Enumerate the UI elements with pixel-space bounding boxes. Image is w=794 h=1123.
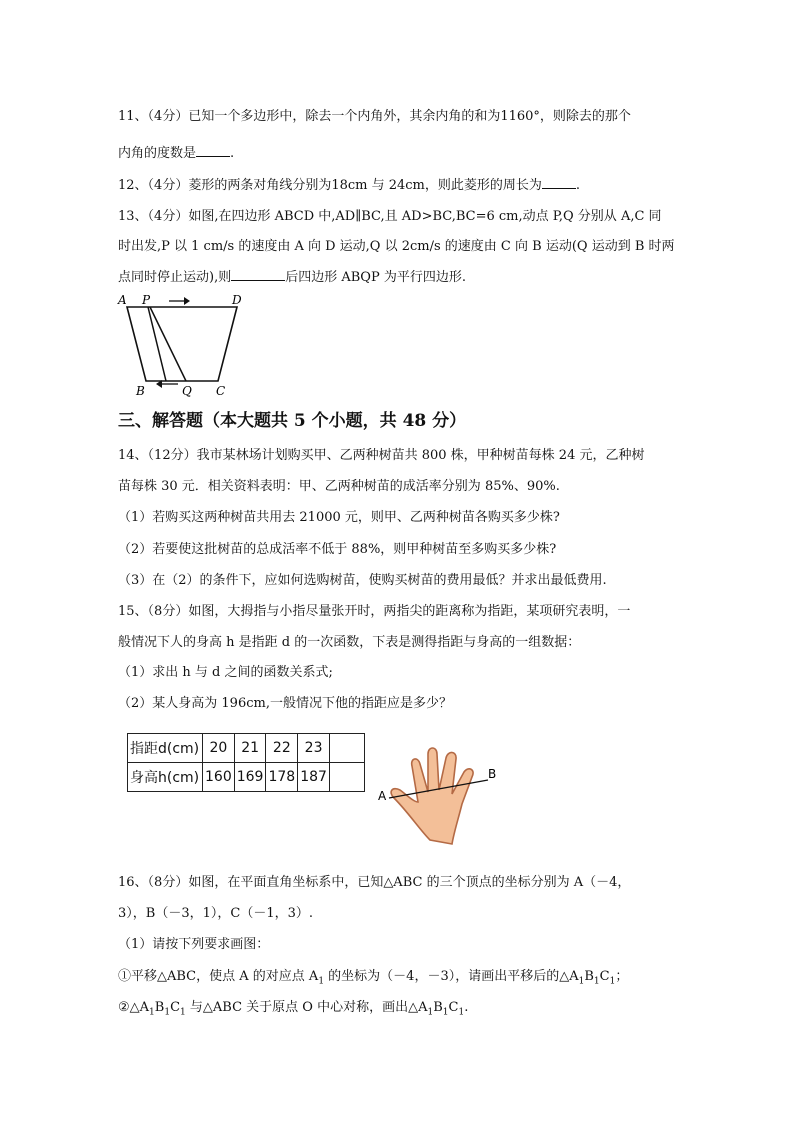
q12-end: . <box>575 178 581 193</box>
subscript: 1 <box>578 976 585 987</box>
table-cell-empty <box>329 734 364 763</box>
label-c: C <box>216 384 226 398</box>
q16-item2-b2: B <box>433 1000 443 1015</box>
table-cell: 160 <box>203 763 235 792</box>
q14-sub2: （2）若要使这批树苗的总成活率不低于 88%，则甲种树苗至多购买多少株? <box>118 542 557 557</box>
q16-item2-b: B <box>154 1000 165 1015</box>
q14-line2: 苗每株 30 元．相关资料表明：甲、乙两种树苗的成活率分别为 85%、90%. <box>118 479 560 494</box>
subscript: 1 <box>427 1007 434 1018</box>
q15-sub1: （1）求出 h 与 d 之间的函数关系式; <box>118 665 333 680</box>
q13-line3 <box>118 268 466 288</box>
q16-item1-c: C <box>599 969 610 984</box>
q14-line1: 14、（12分）我市某林场计划购买甲、乙两种树苗共 800 株，甲种树苗每株 24 元，乙种树 <box>118 448 645 463</box>
table-cell: 187 <box>298 763 330 792</box>
table-cell: 178 <box>266 763 298 792</box>
q13-line2: 时出发,P 以 1 cm/s 的速度由 A 向 D 运动,Q 以 2cm/s 的速度由 C 向 B 运动(Q 运动到 B 时两 <box>118 239 675 254</box>
finger-span-table <box>127 733 365 792</box>
q16-item2-c2: C <box>448 1000 459 1015</box>
hand-label-b: B <box>488 767 497 781</box>
q16-item2-mid: 与△ABC 关于原点 O 中心对称，画出△A <box>185 1000 428 1015</box>
q13-line3-text: 点同时停止运动),则 <box>118 270 232 285</box>
q16-item1-b: B <box>584 969 594 984</box>
hand-figure <box>372 740 512 852</box>
q12-line <box>118 176 580 196</box>
table-row <box>128 763 365 792</box>
q16-item2-c: C <box>170 1000 181 1015</box>
subscript: 1 <box>442 1007 449 1018</box>
q16-line2: 3），B（－3，1），C（－1，3）. <box>118 906 313 921</box>
q16-line1: 16、（8分）如图，在平面直角坐标系中，已知△ABC 的三个顶点的坐标分别为 A（－4， <box>118 875 631 890</box>
q15-line2: 般情况下人的身高 h 是指距 d 的一次函数，下表是测得指距与身高的一组数据： <box>118 635 581 650</box>
segment-pq <box>150 307 186 381</box>
table-cell-empty <box>329 763 364 792</box>
q16-item1-mid: 的坐标为（－4，－3），请画出平移后的△A <box>324 969 579 984</box>
subscript: 1 <box>458 1007 465 1018</box>
q15-sub2: （2）某人身高为 196cm,一般情况下他的指距应是多少？ <box>118 696 452 711</box>
subscript: 1 <box>180 1007 186 1018</box>
table-cell: 21 <box>234 734 266 763</box>
label-b: B <box>136 384 145 398</box>
q16-item1-end: ； <box>615 969 629 984</box>
label-p: P <box>142 293 151 307</box>
subscript: 1 <box>609 976 616 987</box>
q12-answer-blank[interactable] <box>542 176 576 189</box>
q12-text: 12、（4分）菱形的两条对角线分别为18cm 与 24cm，则此菱形的周长为 <box>118 178 542 193</box>
q14-sub1: （1）若购买这两种树苗共用去 21000 元，则甲、乙两种树苗各购买多少株? <box>118 510 560 525</box>
q11-line2-text: 内角的度数是 <box>118 146 197 161</box>
segment-pb <box>148 307 166 381</box>
q16-item1 <box>118 967 628 992</box>
table-header-height: 身高h(cm) <box>128 763 203 792</box>
label-q: Q <box>182 384 192 398</box>
subscript: 1 <box>593 976 600 987</box>
subscript: 1 <box>164 1007 171 1018</box>
q13-line3-end: 后四边形 ABQP 为平行四边形. <box>285 270 466 285</box>
table-header-span: 指距d(cm) <box>128 734 203 763</box>
section-title: 三、解答题（本大题共 5 个小题，共 48 分） <box>118 411 467 431</box>
subscript: 1 <box>318 976 325 987</box>
arrow-p-head <box>184 297 190 305</box>
label-d: D <box>232 293 242 307</box>
table-cell: 22 <box>266 734 298 763</box>
hand-label-a: A <box>378 789 387 803</box>
q11-answer-blank[interactable] <box>196 144 230 157</box>
q14-sub3: （3）在（2）的条件下，应如何选购树苗，使购买树苗的费用最低？并求出最低费用. <box>118 573 607 588</box>
table-cell: 20 <box>203 734 235 763</box>
q16-item1-text: ①平移△ABC，使点 A 的对应点 A <box>118 969 319 984</box>
q11-line2 <box>118 144 234 164</box>
table-row <box>128 734 365 763</box>
q16-item2-end: . <box>464 1000 469 1015</box>
label-a: A <box>118 293 127 307</box>
q16-item2 <box>118 998 468 1023</box>
q13-answer-blank[interactable] <box>231 268 285 281</box>
table-cell: 169 <box>234 763 266 792</box>
trapezoid-figure <box>114 290 250 402</box>
q11-line2-end: . <box>230 146 235 161</box>
trapezoid-abcd <box>127 307 237 381</box>
q13-line1: 13、（4分）如图,在四边形 ABCD 中,AD∥BC,且 AD>BC,BC=6 cm,动点 P,Q 分别从 A,C 同 <box>118 209 662 224</box>
table-cell: 23 <box>298 734 330 763</box>
subscript: 1 <box>149 1007 155 1018</box>
q16-sub1: （1）请按下列要求画图： <box>118 937 270 952</box>
q15-line1: 15、（8分）如图，大拇指与小指尽量张开时，两指尖的距离称为指距，某项研究表明，一 <box>118 604 631 619</box>
q16-item2-text: ②△A <box>118 1000 150 1015</box>
q11-line1: 11、（4分）已知一个多边形中，除去一个内角外，其余内角的和为1160°，则除去的那个 <box>118 109 631 124</box>
